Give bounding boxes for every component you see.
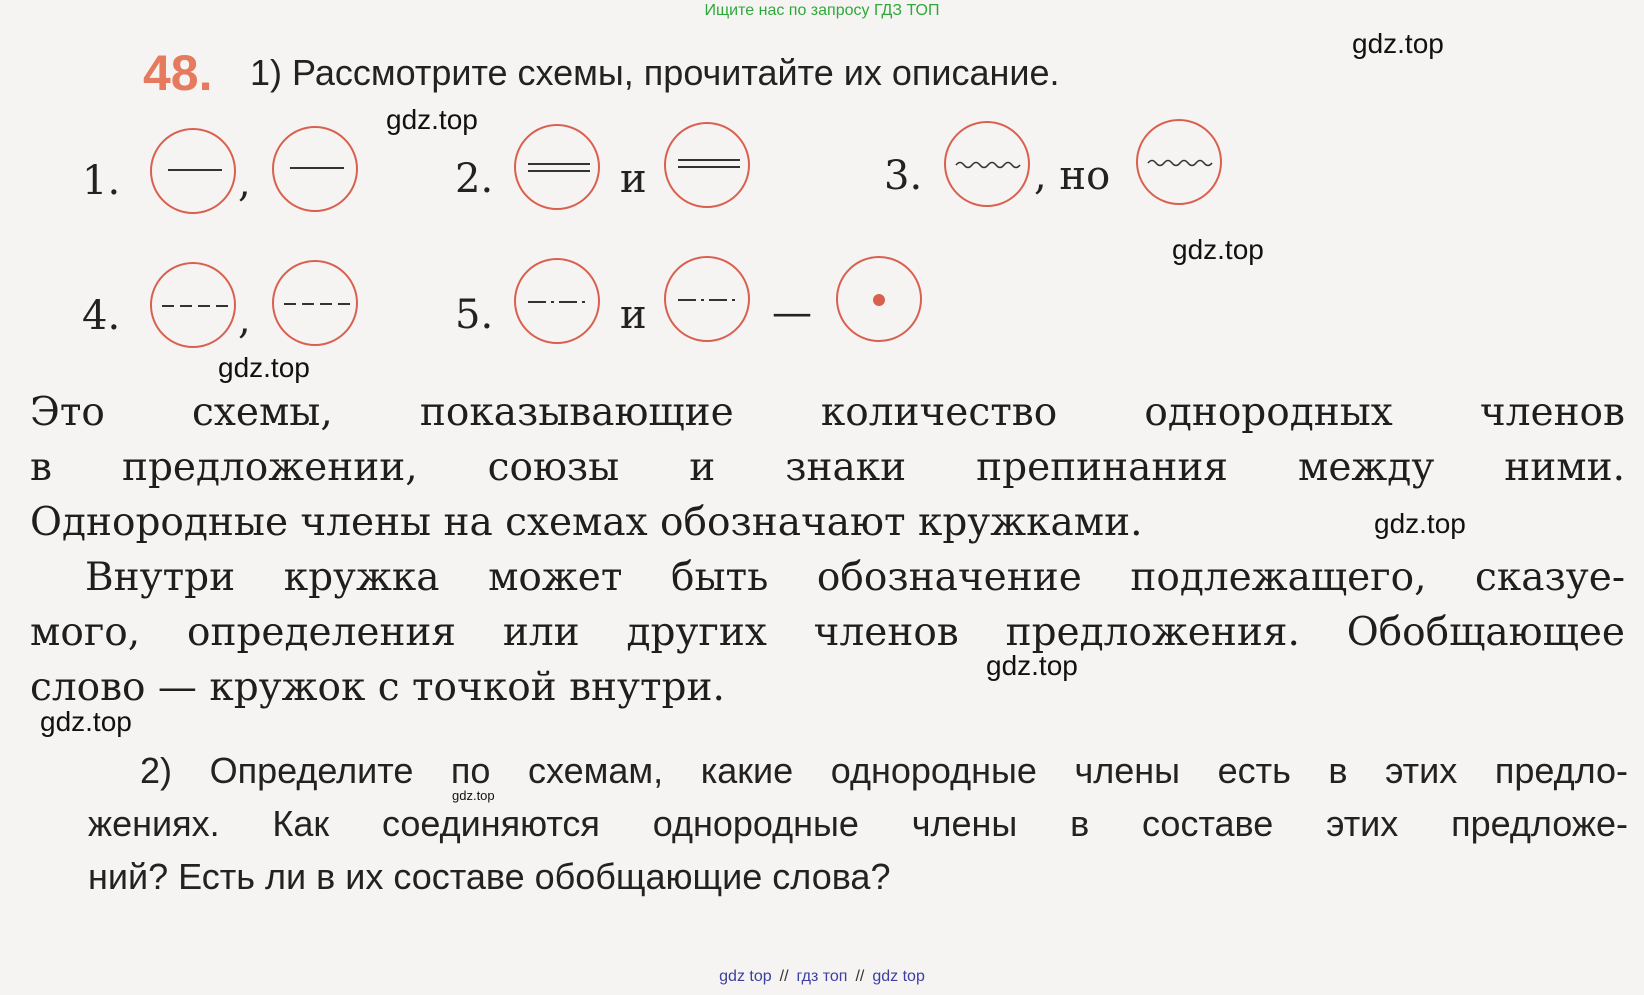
scheme-2-circle-b	[664, 122, 750, 208]
paragraph-1-line: Однородные члены на схемах обозначают кружками.	[30, 500, 1143, 545]
scheme-4-circle-b	[272, 260, 358, 346]
footer-link-gdz-top[interactable]: gdz top	[719, 968, 772, 985]
scheme-3-circle-a	[944, 121, 1030, 207]
scheme-3-circle-b	[1136, 119, 1222, 205]
footer-separator: //	[855, 968, 865, 985]
search-banner[interactable]: Ищите нас по запросу ГДЗ ТОП	[704, 2, 940, 19]
scheme-2-and: и	[620, 156, 647, 202]
scheme-1-comma: ,	[238, 160, 251, 206]
bleed-through	[40, 160, 51, 200]
scheme-3-number: 3.	[884, 153, 923, 199]
paragraph-2-line: Внутри кружка может быть обозначение подлежащего, сказуе-	[85, 555, 1625, 600]
watermark-small: gdz.top	[452, 788, 495, 803]
scheme-4-circle-a	[150, 262, 236, 348]
task-2-line: ний? Есть ли в их составе обобщающие слова?	[88, 856, 891, 897]
scheme-5-circle-b	[664, 256, 750, 342]
watermark: gdz.top	[40, 706, 132, 737]
task-2-line: 2) Определите по схемам, какие однородные члены есть в этих предло-	[140, 750, 1628, 791]
paragraph-2-line: мого, определения или других членов предложения. Обобщающее	[30, 610, 1625, 655]
paragraph-1-line: в предложении, союзы и знаки препинания между ними.	[30, 445, 1625, 490]
scheme-5-and: и	[620, 292, 647, 338]
task-1-heading: 1) Рассмотрите схемы, прочитайте их описание.	[250, 52, 1060, 93]
watermark: gdz.top	[986, 650, 1078, 681]
footer-links	[0, 968, 1644, 986]
scheme-4-comma: ,	[238, 297, 251, 343]
scheme-5-circle-a	[514, 258, 600, 344]
footer-separator: //	[779, 968, 789, 985]
scheme-1-circle-a	[150, 128, 236, 214]
scheme-1-circle-b	[272, 126, 358, 212]
footer-link-gdz-top-2[interactable]: gdz top	[872, 968, 925, 985]
footer-link-gdz-top-ru[interactable]: гдз топ	[796, 968, 848, 985]
watermark: gdz.top	[218, 352, 310, 383]
task-2	[88, 744, 1628, 903]
paragraph-2	[30, 550, 1625, 715]
scheme-2-circle-a	[514, 124, 600, 210]
watermark: gdz.top	[386, 104, 478, 135]
scheme-1-number: 1.	[82, 158, 121, 204]
scheme-5-number: 5.	[455, 292, 494, 338]
watermark: gdz.top	[1352, 28, 1444, 59]
scheme-4-number: 4.	[82, 293, 121, 339]
scheme-2-number: 2.	[455, 156, 494, 202]
paragraph-1-line: Это схемы, показывающие количество однородных членов	[30, 390, 1625, 435]
watermark: gdz.top	[1374, 508, 1466, 539]
scheme-5-generalizing-circle	[836, 256, 922, 342]
scheme-3-but: , но	[1034, 153, 1111, 199]
watermark: gdz.top	[1172, 234, 1264, 265]
exercise-number: 48.	[143, 45, 213, 101]
paragraph-2-line: слово — кружок с точкой внутри.	[30, 665, 725, 710]
task-2-line: жениях. Как соединяются однородные члены в составе этих предложе-	[88, 803, 1628, 844]
scheme-5-dash: —	[772, 290, 812, 336]
